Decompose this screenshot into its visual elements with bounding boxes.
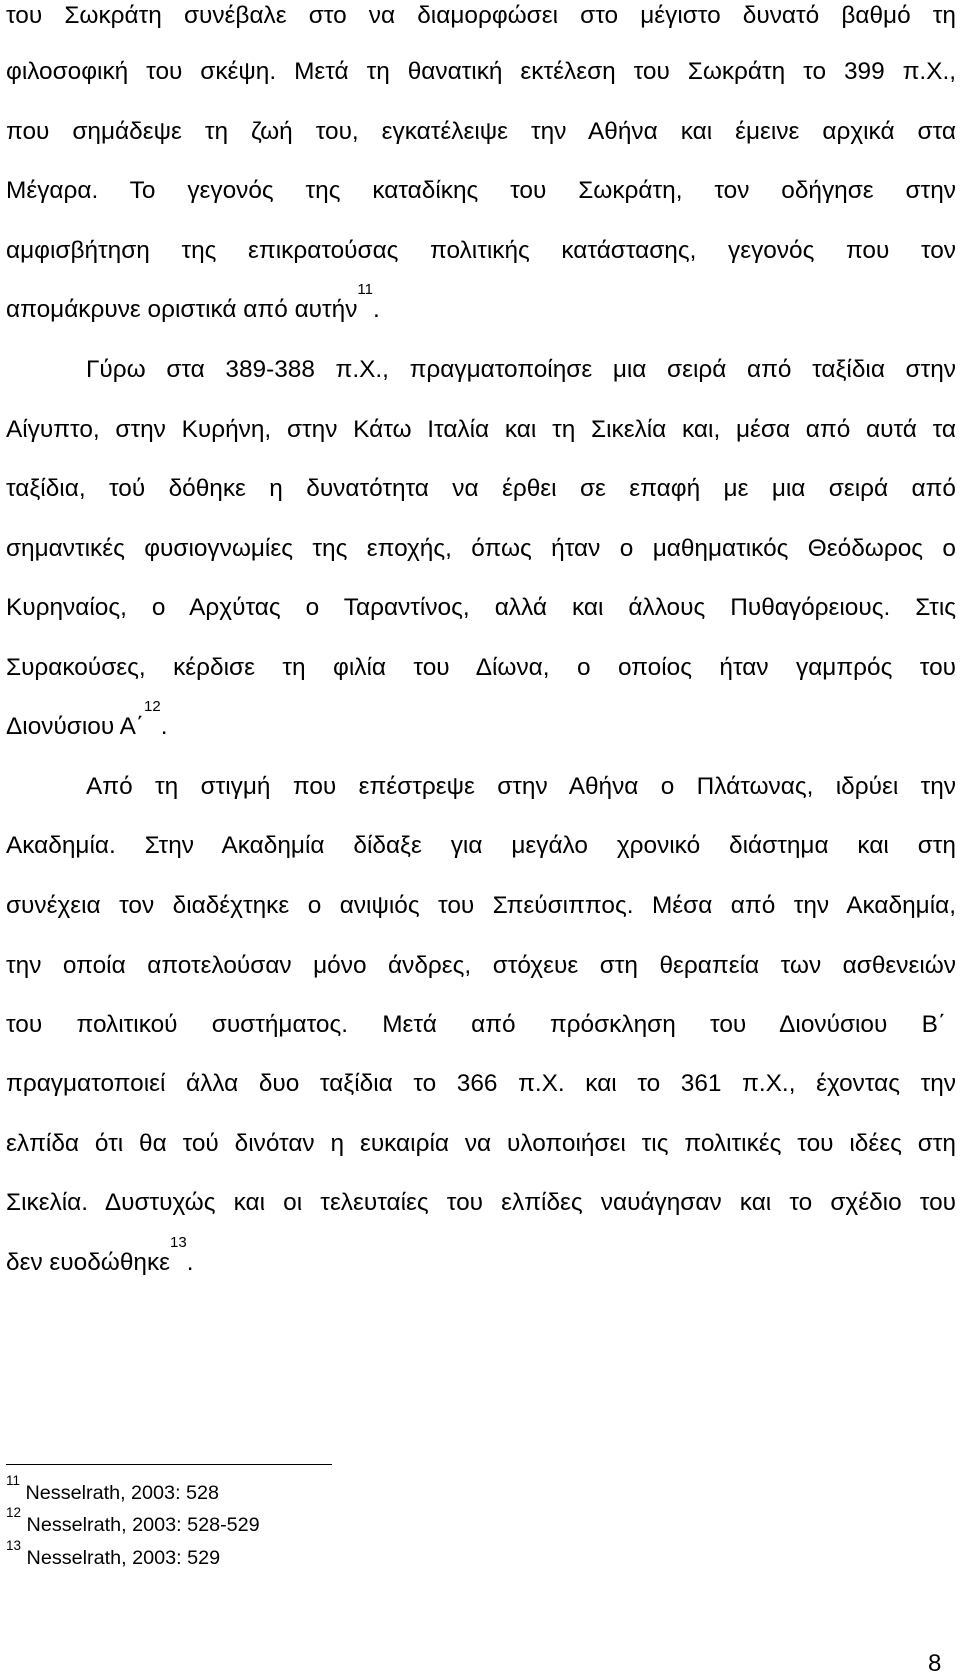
paragraph-3-line-9-text: δεν ευοδώθηκε [6,1249,171,1276]
footnote-separator [6,1464,332,1465]
paragraph-3-line-1: Από τη στιγμή που επέστρεψε στην Αθήνα ο Πλάτωνας, ιδρύει την [86,773,956,800]
paragraph-1-line-5: αμφισβήτηση της επικρατούσας πολιτικής κατάστασης, γεγονός που τον [6,237,956,264]
paragraph-3-line-7: ελπίδα ότι θα τού δινόταν η ευκαιρία να υλοποιήσει τις πολιτικές του ιδέες στη [6,1130,956,1157]
paragraph-1-line-3: που σημάδεψε τη ζωή του, εγκατέλειψε την Αθήνα και έμεινε αρχικά στα [6,118,956,145]
footnote-ref-11[interactable]: 11 [357,281,373,298]
footnote-ref-13[interactable]: 13 [170,1234,187,1251]
paragraph-3-line-5: του πολιτικού συστήματος. Μετά από πρόσκληση του Διονύσιου Β΄ [6,1011,946,1038]
page-number: 8 [928,1650,942,1677]
paragraph-3-line-8: Σικελία. Δυστυχώς και οι τελευταίες του ελπίδες ναυάγησαν και το σχέδιο του [6,1189,956,1216]
paragraph-2-line-1: Γύρω στα 389-388 π.Χ., πραγματοποίησε μια σειρά από ταξίδια στην [86,356,956,383]
paragraph-3-line-9 [6,1234,956,1283]
paragraph-1-line-4: Μέγαρα. Το γεγονός της καταδίκης του Σωκράτη, τον οδήγησε στην [6,177,956,204]
paragraph-1-line-1: του Σωκράτη συνέβαλε στο να διαμορφώσει στο μέγιστο δυνατό βαθμό τη [6,2,956,29]
footnote-number: 13 [6,1538,22,1553]
paragraph-2-line-4: σημαντικές φυσιογνωμίες της εποχής, όπως ήταν ο μαθηματικός Θεόδωρος ο [6,535,956,562]
paragraph-2-line-6: Συρακούσες, κέρδισε τη φιλία του Δίωνα, ο οποίος ήταν γαμπρός του [6,654,956,681]
paragraph-2-line-3: ταξίδια, τού δόθηκε η δυνατότητα να έρθει σε επαφή με μια σειρά από [6,475,956,502]
footnote-13 [6,1538,221,1571]
footnote-11 [6,1473,220,1506]
footnote-number: 12 [6,1505,22,1520]
paragraph-3-line-6: πραγματοποιεί άλλα δυο ταξίδια το 366 π.Χ. και το 361 π.Χ., έχοντας την [6,1070,956,1097]
paragraph-1-line-6 [6,281,956,330]
paragraph-1-line-6-text: απομάκρυνε οριστικά από αυτήν [6,296,358,323]
paragraph-1-line-2: φιλοσοφική του σκέψη. Μετά τη θανατική εκτέλεση του Σωκράτη το 399 π.Χ., [6,58,956,85]
footnote-text: Nesselrath, 2003: 529 [26,1547,221,1569]
paragraph-3-line-4: την οποία αποτελούσαν μόνο άνδρες, στόχευε στη θεραπεία των ασθενειών [6,952,956,979]
paragraph-3-line-3: συνέχεια τον διαδέχτηκε ο ανιψιός του Σπεύσιππος. Μέσα από την Ακαδημία, [6,892,956,919]
paragraph-2-line-7-end: . [160,713,168,740]
paragraph-2-line-2: Αίγυπτο, στην Κυρήνη, στην Κάτω Ιταλία και τη Σικελία και, μέσα από αυτά τα [6,416,956,443]
footnote-number: 11 [6,1473,21,1488]
footnote-ref-12[interactable]: 12 [144,698,161,715]
paragraph-2-line-5: Κυρηναίος, ο Αρχύτας ο Ταραντίνος, αλλά και άλλους Πυθαγόρειους. Στις [6,594,956,621]
paragraph-2-line-7-text: Διονύσιου Α΄ [6,713,145,740]
footnote-text: Nesselrath, 2003: 528-529 [26,1514,260,1536]
paragraph-2-line-7 [6,698,956,747]
paragraph-3-line-2: Ακαδημία. Στην Ακαδημία δίδαξε για μεγάλο χρονικό διάστημα και στη [6,832,956,859]
paragraph-1-line-6-end: . [372,296,380,323]
paragraph-3-line-9-end: . [186,1249,194,1276]
footnote-12 [6,1505,260,1538]
footnote-text: Nesselrath, 2003: 528 [25,1482,220,1504]
